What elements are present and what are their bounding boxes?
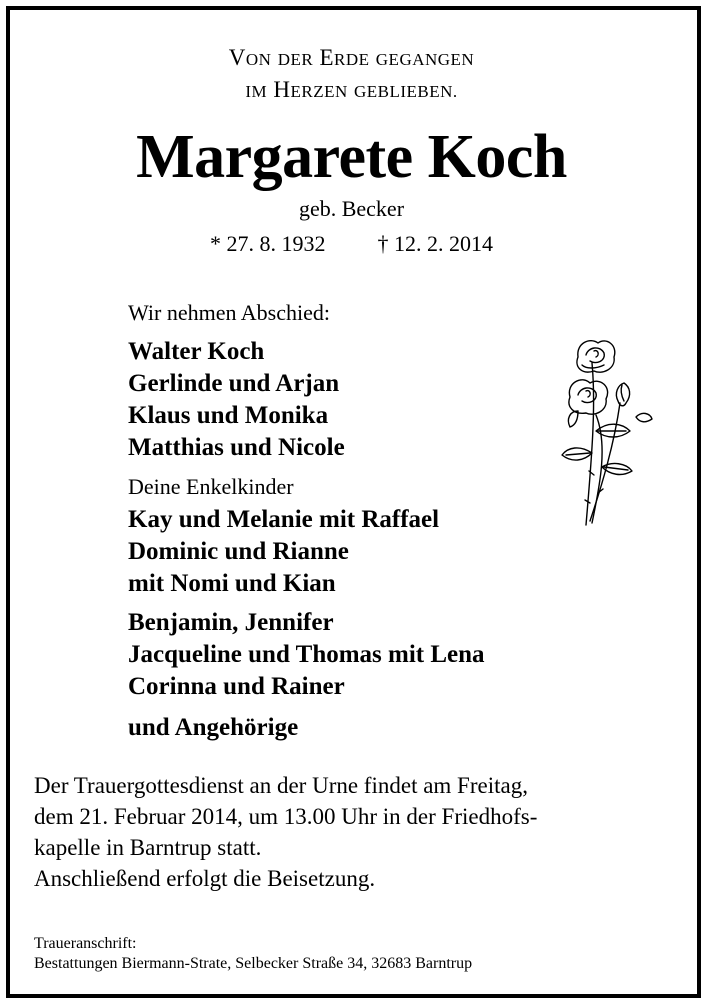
motto-word: VON bbox=[228, 45, 272, 70]
motto-line-1 bbox=[0, 44, 703, 74]
grandchild-entry: Jacqueline und Thomas mit Lena bbox=[128, 641, 485, 668]
death-date: † 12. 2. 2014 bbox=[377, 231, 493, 256]
footer-label: Traueranschrift: bbox=[34, 935, 137, 952]
farewell-intro: Wir nehmen Abschied: bbox=[128, 300, 330, 325]
relatives-line: und Angehörige bbox=[128, 714, 299, 741]
maiden-name: geb. Becker bbox=[298, 196, 405, 221]
service-line: dem 21. Februar 2014, um 13.00 Uhr in der Friedhofs- bbox=[34, 804, 538, 829]
motto-word: GEBLIEBEN. bbox=[354, 82, 458, 101]
grandchild-entry: Dominic und Rianne bbox=[128, 538, 349, 565]
service-line: kapelle in Barntrup statt. bbox=[34, 835, 262, 860]
footer-address: Bestattungen Biermann-Strate, Selbecker Straße 34, 32683 Barntrup bbox=[34, 955, 473, 972]
birth-date: * 27. 8. 1932 bbox=[210, 231, 326, 256]
motto-line-2 bbox=[0, 76, 703, 106]
family-member: Klaus und Monika bbox=[128, 402, 329, 429]
motto-word: IM bbox=[245, 82, 268, 101]
family-member: Gerlinde und Arjan bbox=[128, 370, 340, 397]
life-dates bbox=[0, 231, 703, 257]
grandchild-entry: Kay und Melanie mit Raffael bbox=[128, 506, 440, 533]
grandchild-entry: mit Nomi und Kian bbox=[128, 570, 336, 597]
grandchildren-intro: Deine Enkelkinder bbox=[128, 474, 294, 499]
service-line: Der Trauergottesdienst an der Urne findet am Freitag, bbox=[34, 773, 528, 798]
deceased-name: Margarete Koch bbox=[136, 123, 567, 191]
motto-word: ERDE bbox=[319, 45, 370, 70]
service-line: Anschließend erfolgt die Beisetzung. bbox=[34, 866, 376, 891]
grandchild-entry: Corinna und Rainer bbox=[128, 673, 345, 700]
family-member: Matthias und Nicole bbox=[128, 434, 345, 461]
motto-word: GEGANGEN bbox=[375, 50, 475, 69]
family-member: Walter Koch bbox=[128, 338, 265, 365]
grandchild-entry: Benjamin, Jennifer bbox=[128, 609, 334, 636]
motto-word: DER bbox=[277, 50, 314, 69]
motto-word: HERZEN bbox=[273, 77, 348, 102]
rose-icon bbox=[556, 335, 656, 530]
